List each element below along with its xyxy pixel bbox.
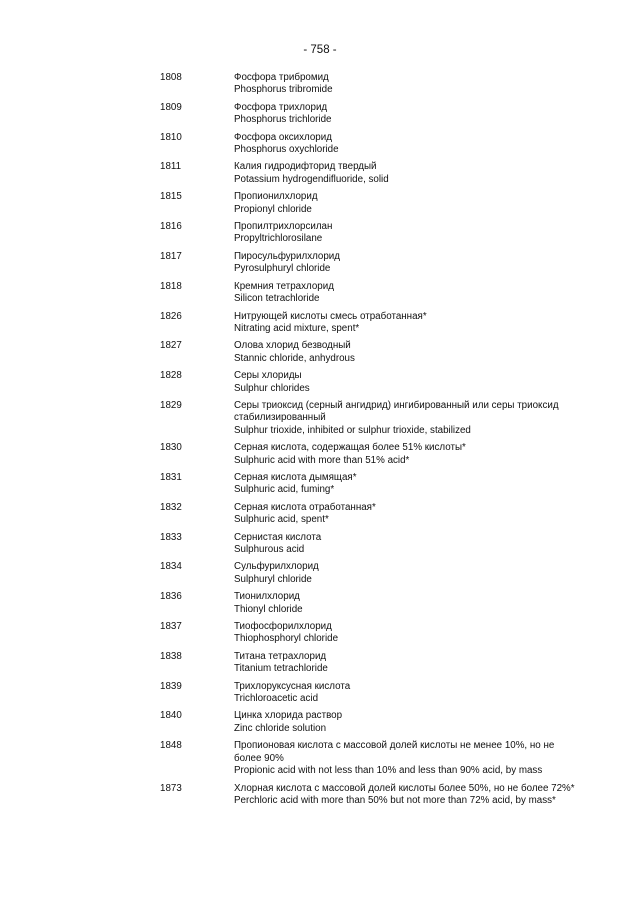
substance-names	[234, 102, 580, 127]
english-name: Pyrosulphuryl chloride	[234, 263, 331, 275]
russian-name: Серная кислота дымящая*	[234, 471, 357, 483]
english-name: Phosphorus oxychloride	[234, 144, 339, 156]
russian-name: Хлорная кислота с массовой долей кислоты более 50%, но не более 72%*	[234, 782, 575, 794]
english-name: Propionic acid with not less than 10% and less than 90% acid, by mass	[234, 765, 543, 777]
list-item	[160, 532, 580, 557]
un-number: 1837	[160, 621, 182, 633]
english-name: Sulphur trioxide, inhibited or sulphur trioxide, stabilized	[234, 424, 471, 436]
russian-name: Фосфора трихлорид	[234, 101, 328, 113]
english-name: Propionyl chloride	[234, 203, 312, 215]
list-item	[160, 370, 580, 395]
entries-list	[160, 72, 580, 812]
russian-name: Серы хлориды	[234, 370, 302, 382]
un-number: 1831	[160, 471, 182, 483]
list-item	[160, 783, 580, 808]
russian-name: Кремния тетрахлорид	[234, 280, 334, 292]
list-item	[160, 442, 580, 467]
list-item	[160, 340, 580, 365]
un-number: 1815	[160, 191, 182, 203]
list-item	[160, 591, 580, 616]
un-number: 1828	[160, 370, 182, 382]
russian-name: Калия гидродифторид твердый	[234, 161, 377, 173]
un-number: 1818	[160, 280, 182, 292]
english-name: Sulphurous acid	[234, 544, 305, 555]
english-name: Trichloroacetic acid	[234, 693, 319, 705]
substance-names	[234, 251, 580, 276]
english-name: Silicon tetrachloride	[234, 293, 320, 305]
un-number: 1839	[160, 680, 182, 692]
substance-names	[234, 681, 580, 706]
english-name: Sulphuric acid, spent*	[234, 514, 329, 526]
substance-names	[234, 472, 580, 497]
list-item	[160, 740, 580, 777]
substance-names	[234, 400, 580, 437]
russian-name: Трихлоруксусная кислота	[234, 680, 351, 692]
list-item	[160, 102, 580, 127]
russian-name: Нитрующей кислоты смесь отработанная*	[234, 310, 427, 322]
substance-names	[234, 502, 580, 527]
substance-names	[234, 442, 580, 467]
un-number: 1832	[160, 501, 182, 513]
english-name: Sulphuric acid, fuming*	[234, 484, 335, 496]
english-name: Nitrating acid mixture, spent*	[234, 322, 360, 334]
substance-names	[234, 311, 580, 336]
list-item	[160, 502, 580, 527]
russian-name: Фосфора трибромид	[234, 72, 329, 83]
english-name: Sulphuric acid with more than 51% acid*	[234, 454, 410, 466]
un-number: 1827	[160, 340, 182, 352]
un-number: 1810	[160, 131, 182, 143]
substance-names	[234, 710, 580, 735]
substance-names	[234, 783, 580, 808]
russian-name: Серы триоксид (серный ангидрид) ингибированный или серы триоксид стабилизированный	[234, 399, 559, 424]
english-name: Potassium hydrogendifluoride, solid	[234, 173, 389, 185]
list-item	[160, 251, 580, 276]
russian-name: Тионилхлорид	[234, 591, 300, 603]
substance-names	[234, 370, 580, 395]
english-name: Perchloric acid with more than 50% but not more than 72% acid, by mass*	[234, 794, 556, 806]
substance-names	[234, 621, 580, 646]
list-item	[160, 651, 580, 676]
un-number: 1816	[160, 221, 182, 233]
un-number: 1838	[160, 650, 182, 662]
substance-names	[234, 221, 580, 246]
page-number: - 758 -	[303, 44, 337, 56]
english-name: Zinc chloride solution	[234, 722, 327, 734]
english-name: Phosphorus tribromide	[234, 84, 333, 96]
list-item	[160, 132, 580, 157]
un-number: 1811	[160, 161, 182, 173]
un-number: 1833	[160, 531, 182, 543]
un-number: 1834	[160, 561, 182, 573]
russian-name: Пропионилхлорид	[234, 191, 318, 203]
russian-name: Олова хлорид безводный	[234, 340, 351, 352]
un-number: 1829	[160, 399, 182, 411]
un-number: 1826	[160, 310, 182, 322]
english-name: Phosphorus trichloride	[234, 114, 332, 126]
substance-names	[234, 191, 580, 216]
russian-name: Серная кислота, содержащая более 51% кислоты*	[234, 442, 466, 454]
list-item	[160, 400, 580, 437]
un-number: 1848	[160, 740, 182, 752]
substance-names	[234, 161, 580, 186]
list-item	[160, 161, 580, 186]
substance-names	[234, 132, 580, 157]
un-number: 1817	[160, 250, 182, 262]
substance-names	[234, 340, 580, 365]
english-name: Propyltrichlorosilane	[234, 233, 323, 245]
russian-name: Тиофосфорилхлорид	[234, 621, 332, 633]
russian-name: Пиросульфурилхлорид	[234, 250, 341, 262]
english-name: Stannic chloride, anhydrous	[234, 352, 355, 364]
substance-names	[234, 72, 580, 97]
list-item	[160, 681, 580, 706]
un-number: 1873	[160, 782, 182, 794]
un-number: 1809	[160, 101, 182, 113]
substance-names	[234, 591, 580, 616]
substance-names	[234, 651, 580, 676]
russian-name: Титана тетрахлорид	[234, 650, 327, 662]
russian-name: Цинка хлорида раствор	[234, 710, 343, 722]
english-name: Titanium tetrachloride	[234, 663, 328, 675]
russian-name: Сернистая кислота	[234, 531, 322, 543]
english-name: Thionyl chloride	[234, 603, 303, 615]
un-number: 1830	[160, 442, 182, 454]
list-item	[160, 472, 580, 497]
list-item	[160, 221, 580, 246]
un-number: 1808	[160, 72, 182, 83]
russian-name: Сульфурилхлорид	[234, 561, 319, 573]
list-item	[160, 621, 580, 646]
list-item	[160, 72, 580, 97]
substance-names	[234, 561, 580, 586]
english-name: Sulphuryl chloride	[234, 573, 312, 585]
list-item	[160, 311, 580, 336]
list-item	[160, 191, 580, 216]
un-number: 1840	[160, 710, 182, 722]
russian-name: Фосфора оксихлорид	[234, 131, 332, 143]
russian-name: Серная кислота отработанная*	[234, 501, 376, 513]
english-name: Thiophosphoryl chloride	[234, 633, 339, 645]
russian-name: Пропионовая кислота с массовой долей кислоты не менее 10%, но не более 90%	[234, 740, 555, 764]
substance-names	[234, 532, 580, 557]
list-item	[160, 710, 580, 735]
substance-names	[234, 740, 580, 777]
list-item	[160, 281, 580, 306]
substance-names	[234, 281, 580, 306]
english-name: Sulphur chlorides	[234, 382, 310, 394]
un-number: 1836	[160, 591, 182, 603]
russian-name: Пропилтрихлорсилан	[234, 221, 333, 233]
list-item	[160, 561, 580, 586]
